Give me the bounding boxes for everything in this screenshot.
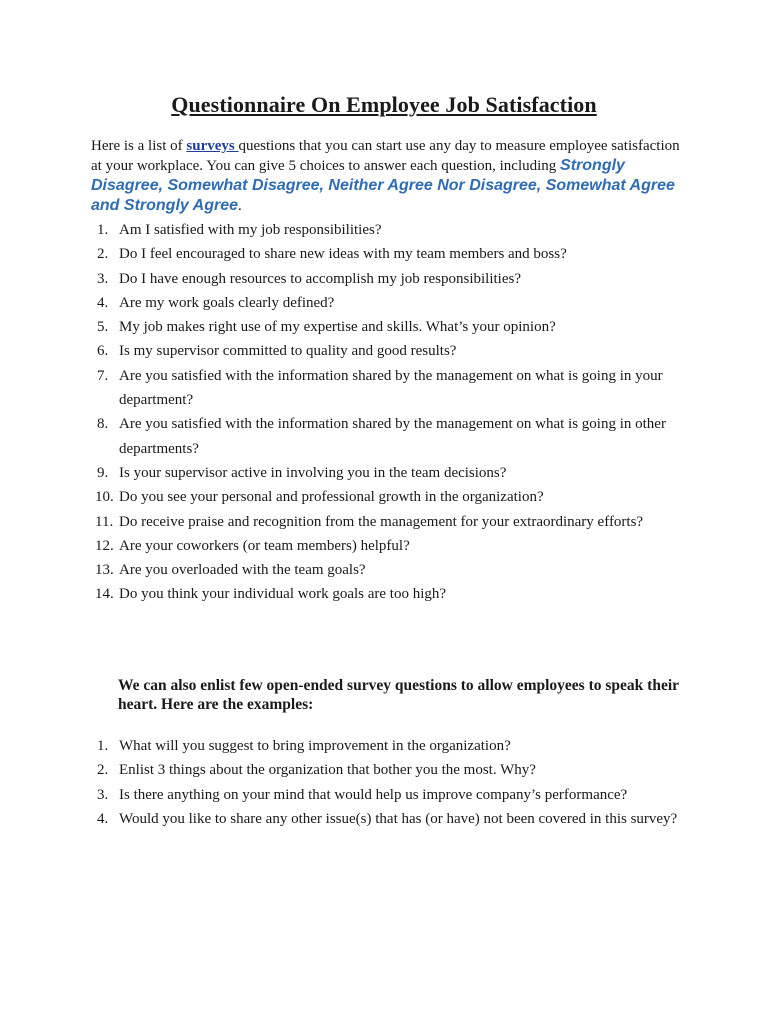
list-item <box>91 291 691 315</box>
list-item-text: Do receive praise and recognition from the management for your extraordinary efforts? <box>119 513 644 530</box>
list-item-number: 14. <box>95 586 114 603</box>
list-item-text: Do you see your personal and professional growth in the organization? <box>119 489 544 506</box>
list-item-number: 3. <box>97 270 109 287</box>
open-ended-intro: We can also enlist few open-ended survey questions to allow employees to speak their heart. Here are the examples: <box>118 677 679 713</box>
answer-choices: Strongly Disagree, Somewhat Disagree, Neither Agree Nor Disagree, Somewhat Agree and Strongly Agree <box>91 157 675 214</box>
list-item <box>91 364 691 413</box>
list-item-text: Are your coworkers (or team members) helpful? <box>119 537 410 554</box>
list-item-text: Are you satisfied with the information shared by the management on what is going in other departments? <box>119 416 666 457</box>
list-item-number: 12. <box>95 537 114 554</box>
intro-end: . <box>237 198 242 214</box>
surveys-link[interactable]: surveys <box>186 138 239 154</box>
list-item-text: Would you like to share any other issue(s) that has (or have) not been covered in this survey? <box>119 810 678 827</box>
list-item <box>91 218 691 242</box>
list-item-text: Enlist 3 things about the organization that bother you the most. Why? <box>119 762 536 779</box>
list-item-text: What will you suggest to bring improvement in the organization? <box>119 738 511 754</box>
list-item-text: Is your supervisor active in involving you in the team decisions? <box>119 464 507 481</box>
list-item-number: 9. <box>97 464 109 481</box>
list-item-text: Are my work goals clearly defined? <box>119 294 335 311</box>
list-item-text: Are you satisfied with the information shared by the management on what is going in your department? <box>119 367 663 409</box>
list-item <box>91 807 691 831</box>
list-item-text: Do I feel encouraged to share new ideas with my team members and boss? <box>119 246 567 263</box>
list-item-number: 4. <box>97 810 109 827</box>
list-item <box>91 267 691 291</box>
list-item-number: 1. <box>97 222 109 238</box>
intro-rest: questions that you can start use any day to measure employee satisfaction at your workplace. You can give 5 choices to answer each question, including <box>91 138 680 174</box>
list-item-number: 6. <box>97 343 109 360</box>
list-item <box>91 534 691 558</box>
list-item-number: 10. <box>95 489 114 506</box>
list-item-number: 4. <box>97 294 109 311</box>
list-item <box>91 783 691 807</box>
list-item-text: Is my supervisor committed to quality and good results? <box>119 343 457 360</box>
list-item-number: 11. <box>95 513 114 530</box>
list-item <box>91 242 691 266</box>
list-item-text: Are you overloaded with the team goals? <box>119 562 366 579</box>
list-item-number: 2. <box>97 762 109 779</box>
list-item-number: 3. <box>97 786 109 803</box>
list-item <box>91 510 691 534</box>
intro-lead: Here is a list of <box>91 138 187 154</box>
list-item-number: 5. <box>97 319 109 336</box>
list-item <box>91 315 691 339</box>
list-item-text: Do I have enough resources to accomplish my job responsibilities? <box>119 270 521 287</box>
list-item-text: Am I satisfied with my job responsibilities? <box>119 222 382 238</box>
page-title: Questionnaire On Employee Job Satisfaction <box>171 92 597 117</box>
list-item-text: Is there anything on your mind that would help us improve company’s performance? <box>119 786 628 803</box>
list-item <box>91 339 691 363</box>
question-list <box>91 218 691 607</box>
list-item <box>91 558 691 582</box>
open-ended-question-list <box>91 734 691 831</box>
list-item-number: 7. <box>97 367 109 384</box>
list-item-number: 13. <box>95 562 114 579</box>
intro-paragraph <box>91 137 691 216</box>
list-item <box>91 582 691 606</box>
list-item-number: 2. <box>97 246 109 263</box>
list-item-number: 8. <box>97 416 109 433</box>
list-item-text: My job makes right use of my expertise and skills. What’s your opinion? <box>119 319 556 336</box>
list-item <box>91 461 691 485</box>
list-item-number: 1. <box>97 738 109 754</box>
list-item-text: Do you think your individual work goals are too high? <box>119 586 447 603</box>
list-item <box>91 485 691 509</box>
list-item <box>91 412 691 461</box>
list-item <box>91 758 691 782</box>
list-item <box>91 734 691 758</box>
